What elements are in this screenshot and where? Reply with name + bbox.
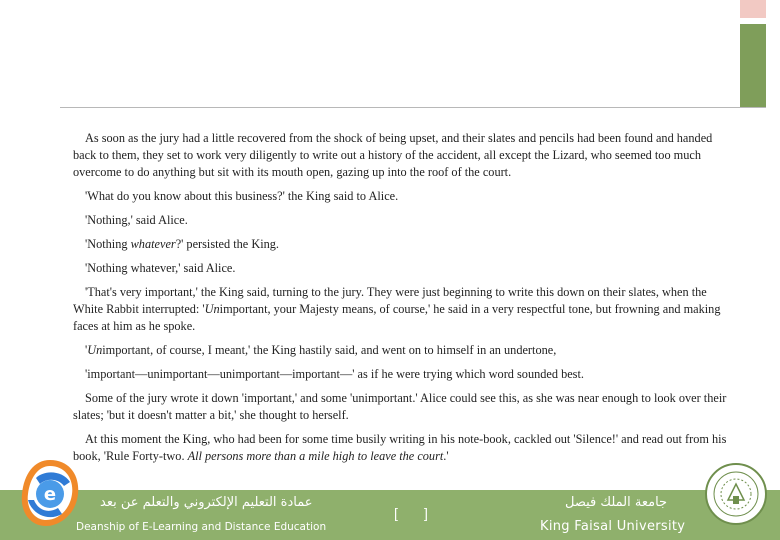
paragraph-2: 'What do you know about this business?' the King said to Alice. <box>85 189 399 203</box>
svg-text:e: e <box>43 484 57 505</box>
paragraph-9: Some of the jury wrote it down 'important,' and some 'unimportant.' Alice could see this, as she was near enough to look over their slates; 'but it doesn't matter a bit,' she thought to herself. <box>73 391 727 422</box>
top-accent-pink <box>740 0 766 18</box>
top-accent-green <box>740 24 766 108</box>
paragraph-6: 'That's very important,' the King said, turning to the jury. They were just beginning to write this down on their slates, when the White Rabbit interrupted: 'Unimportant, your Majesty means, of course,' he said in a very respectful tone, but frowning and making faces at him as he spoke. <box>73 285 721 333</box>
footer-deanship-arabic: عمادة التعليم الإلكتروني والتعلم عن بعد <box>100 495 313 510</box>
paragraph-3: 'Nothing,' said Alice. <box>85 213 188 227</box>
paragraph-1: As soon as the jury had a little recovered from the shock of being upset, and their slates and pencils had been found and handed back to them, they set to work very diligently to write out a history of the accident, all except the Lizard, who seemed too much overcome to do anything but sit with its mouth open, gazing up into the roof of the court. <box>73 131 713 179</box>
paragraph-10: At this moment the King, who had been for some time busily writing in his note-book, cackled out 'Silence!' and read out from his book, 'Rule Forty-two. All persons more than a mile high to leave the court.' <box>73 432 727 463</box>
footer-bracket-open: [ <box>394 505 398 521</box>
footer-deanship-english: Deanship of E-Learning and Distance Education <box>76 521 327 533</box>
paragraph-4: 'Nothing whatever?' persisted the King. <box>85 237 279 251</box>
footer-bracket-close: ] <box>424 505 428 521</box>
header-divider <box>60 107 766 108</box>
footer-university-english: King Faisal University <box>540 519 686 534</box>
document-body <box>73 130 733 472</box>
footer-university-arabic: جامعة الملك فيصل <box>565 495 668 510</box>
paragraph-8: 'important—unimportant—unimportant—important—' as if he were trying which word sounded best. <box>85 367 584 381</box>
e-learning-logo-icon <box>18 456 82 530</box>
paragraph-5: 'Nothing whatever,' said Alice. <box>85 261 236 275</box>
university-seal-icon <box>704 462 768 526</box>
paragraph-7: 'Unimportant, of course, I meant,' the King hastily said, and went on to himself in an undertone, <box>85 343 557 357</box>
